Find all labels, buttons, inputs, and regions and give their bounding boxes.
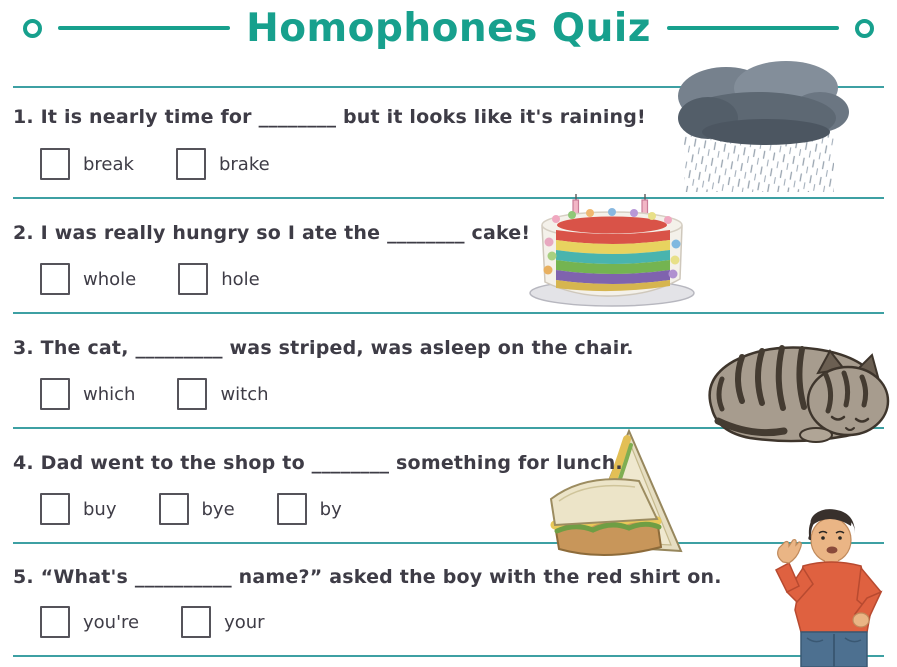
left-ring-decoration bbox=[23, 19, 42, 38]
checkbox-witch[interactable] bbox=[177, 378, 207, 410]
checkbox-your[interactable] bbox=[181, 606, 211, 638]
option-which[interactable] bbox=[40, 378, 135, 410]
option-brake-label: brake bbox=[218, 153, 270, 175]
question-4-options bbox=[40, 493, 342, 525]
option-by-label: by bbox=[319, 498, 342, 520]
rain-cloud-illustration bbox=[668, 52, 850, 198]
checkbox-by[interactable] bbox=[277, 493, 307, 525]
option-bye-label: bye bbox=[201, 498, 235, 520]
checkbox-youre[interactable] bbox=[40, 606, 70, 638]
divider-3 bbox=[13, 312, 884, 314]
checkbox-brake[interactable] bbox=[176, 148, 206, 180]
question-5-options bbox=[40, 606, 265, 638]
option-hole[interactable] bbox=[178, 263, 260, 295]
option-break-label: break bbox=[83, 153, 134, 175]
question-1-options bbox=[40, 148, 270, 180]
question-2-options bbox=[40, 263, 260, 295]
option-whole[interactable] bbox=[40, 263, 136, 295]
option-witch-label: witch bbox=[220, 383, 269, 405]
question-4-text: 4. Dad went to the shop to ________ something for lunch. bbox=[13, 452, 623, 474]
checkbox-which[interactable] bbox=[40, 378, 70, 410]
header bbox=[0, 0, 897, 56]
option-hole-label: hole bbox=[221, 268, 260, 290]
checkbox-buy[interactable] bbox=[40, 493, 70, 525]
question-3-options bbox=[40, 378, 269, 410]
checkbox-hole[interactable] bbox=[178, 263, 208, 295]
page-title: Homophones Quiz bbox=[246, 5, 651, 51]
question-1-text: 1. It is nearly time for ________ but it looks like it's raining! bbox=[13, 106, 646, 128]
right-line-decoration bbox=[667, 26, 839, 30]
checkbox-break[interactable] bbox=[40, 148, 70, 180]
question-5-text: 5. “What's __________ name?” asked the boy with the red shirt on. bbox=[13, 566, 722, 588]
boy-in-red-shirt-illustration bbox=[763, 506, 896, 667]
right-ring-decoration bbox=[855, 19, 874, 38]
option-youre[interactable] bbox=[40, 606, 139, 638]
rainbow-cake-illustration bbox=[524, 194, 700, 310]
divider-5 bbox=[13, 542, 884, 544]
option-witch[interactable] bbox=[177, 378, 268, 410]
checkbox-bye[interactable] bbox=[159, 493, 189, 525]
checkbox-whole[interactable] bbox=[40, 263, 70, 295]
option-buy[interactable] bbox=[40, 493, 117, 525]
option-by[interactable] bbox=[277, 493, 342, 525]
option-your-label: your bbox=[224, 611, 265, 633]
option-youre-label: you're bbox=[83, 611, 140, 633]
option-which-label: which bbox=[83, 383, 136, 405]
option-whole-label: whole bbox=[83, 268, 137, 290]
sandwich-illustration bbox=[541, 429, 708, 566]
option-buy-label: buy bbox=[83, 498, 117, 520]
sleeping-cat-illustration bbox=[698, 333, 895, 449]
option-brake[interactable] bbox=[176, 148, 270, 180]
divider-bottom bbox=[13, 655, 884, 657]
left-line-decoration bbox=[58, 26, 230, 30]
question-3-text: 3. The cat, _________ was striped, was asleep on the chair. bbox=[13, 337, 634, 359]
question-2-text: 2. I was really hungry so I ate the ________ cake! bbox=[13, 222, 531, 244]
option-your[interactable] bbox=[181, 606, 264, 638]
option-break[interactable] bbox=[40, 148, 134, 180]
option-bye[interactable] bbox=[159, 493, 235, 525]
